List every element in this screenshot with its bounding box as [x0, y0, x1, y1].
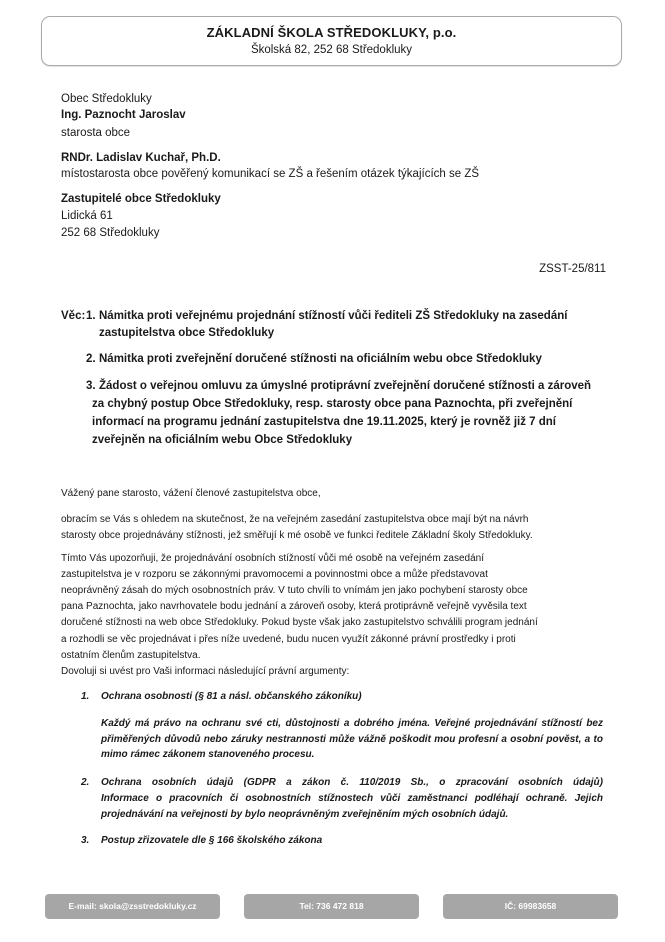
- footer-phone[interactable]: Tel: 736 472 818: [244, 894, 419, 919]
- paragraph-line: ostatním členům zastupitelstva.: [61, 650, 201, 661]
- subject-item-line: za chybný postup Obce Středokluky, resp. starosty obce pana Paznochta, při zveřejnění: [92, 398, 573, 410]
- salutation: Vážený pane starosto, vážení členové zastupitelstva obce,: [61, 488, 321, 499]
- subject-item-number: 3.: [86, 380, 96, 392]
- arguments-intro: Dovoluji si uvést pro Vaši informaci následující právní argumenty:: [61, 666, 350, 677]
- paragraph-line: doručené stížnosti na web obce Středokluky. Pokud byste však jako zastupitelstvo schválili program jednání: [61, 617, 538, 628]
- argument-title: Ochrana osobních údajů (GDPR a zákon č. 110/2019 Sb., o zpracování osobních údajů): [101, 777, 603, 788]
- recipient-mayor-name: Ing. Paznocht Jaroslav: [61, 109, 186, 121]
- paragraph-line: pana Paznochta, jako navrhovatele bodu jednání a zároveň osoby, která protiprávně veřejně vyvěsila text: [61, 601, 527, 612]
- subject-item-line: Námitka proti zveřejnění doručené stížnosti na oficiálním webu obce Středokluky: [99, 353, 542, 365]
- subject-item-line: zveřejněn na oficiálním webu Obce Středokluky: [92, 434, 353, 446]
- paragraph-line: a rozhodli se věc projednávat i přes níže uvedené, budu nucen využít zákonné právní prostředky i proti: [61, 634, 516, 645]
- subject-item-line: informací na programu jednání zastupitelstva dne 19.11.2025, který je rovněž již 7 dní: [92, 416, 556, 428]
- subject-item-line: zastupitelstva obce Středokluky: [99, 327, 275, 339]
- paragraph-line: Tímto Vás upozorňuji, že projednávání osobních stížností vůči mé osobě na veřejném zasedání: [61, 553, 485, 564]
- argument-number: 3.: [81, 835, 90, 846]
- argument-title: Postup zřizovatele dle § 166 školského zákona: [101, 835, 323, 846]
- subject-item-number: 2.: [86, 353, 96, 365]
- paragraph-line: zastupitelstva je v rozporu se zákonnými pravomocemi a povinnostmi obce a může představovat: [61, 569, 488, 580]
- argument-text: Informace o pracovních či osobnostních stížnostech vůči zaměstnanci podléhají ochraně. Jejich projednávání na veřejnosti by bylo neoprávněným zveřejněním mých osobních údajů.: [101, 793, 603, 820]
- argument-number: 1.: [81, 691, 90, 702]
- footer-company-id: IČ: 69983658: [443, 894, 618, 919]
- recipient-mayor-role: starosta obce: [61, 127, 131, 139]
- recipient-municipality: Obec Středokluky: [61, 93, 152, 105]
- argument-number: 2.: [81, 777, 90, 788]
- school-address: Školská 82, 252 68 Středokluky: [250, 44, 413, 56]
- argument-title: Ochrana osobnosti (§ 81 a násl. občanského zákoníku): [101, 691, 362, 702]
- paragraph-line: neoprávněný zásah do mých osobnostních práv. V tuto chvíli to vnímám jen jako pochybení starosty obce: [61, 585, 528, 596]
- recipient-deputy-role: místostarosta obce pověřený komunikací se ZŠ a řešením otázek týkajících se ZŠ: [61, 168, 480, 180]
- subject-item-number: 1.: [86, 310, 96, 322]
- recipient-deputy-name: RNDr. Ladislav Kuchař, Ph.D.: [61, 152, 221, 164]
- argument-text: Každý má právo na ochranu své cti, důstojnosti a dobrého jména. Veřejné projednávání stížností bez přiměřených důvodů nebo záruky nestrannosti může vážně poškodit mou profesní a osobní pověst, a to mimo rámec zákonem stanoveného procesu.: [101, 718, 603, 760]
- subject-prefix: Věc:: [61, 310, 86, 322]
- subject-item-line: Žádost o veřejnou omluvu za úmyslné protiprávní zveřejnění doručené stížnosti a zároveň: [99, 380, 592, 392]
- subject-item-line: Námitka proti veřejnému projednání stížností vůči řediteli ZŠ Středokluky na zasedání: [99, 310, 568, 322]
- recipient-city: 252 68 Středokluky: [61, 227, 160, 239]
- footer-email[interactable]: E-mail: skola@zsstredokluky.cz: [45, 894, 220, 919]
- recipient-council-name: Zastupitelé obce Středokluky: [61, 193, 221, 205]
- school-name: ZÁKLADNÍ ŠKOLA STŘEDOKLUKY, p.o.: [206, 25, 457, 40]
- recipient-street: Lidická 61: [61, 210, 113, 222]
- paragraph-line: starosty obce projednávány stížnosti, jež směřují k mé osobě ve funkci ředitele Základní školy Středokluky.: [61, 530, 533, 541]
- reference-number: ZSST-25/811: [539, 263, 606, 275]
- paragraph-line: obracím se Vás s ohledem na skutečnost, že na veřejném zasedání zastupitelstva obce mají být na návrh: [61, 514, 529, 525]
- letterhead-box: [41, 16, 622, 66]
